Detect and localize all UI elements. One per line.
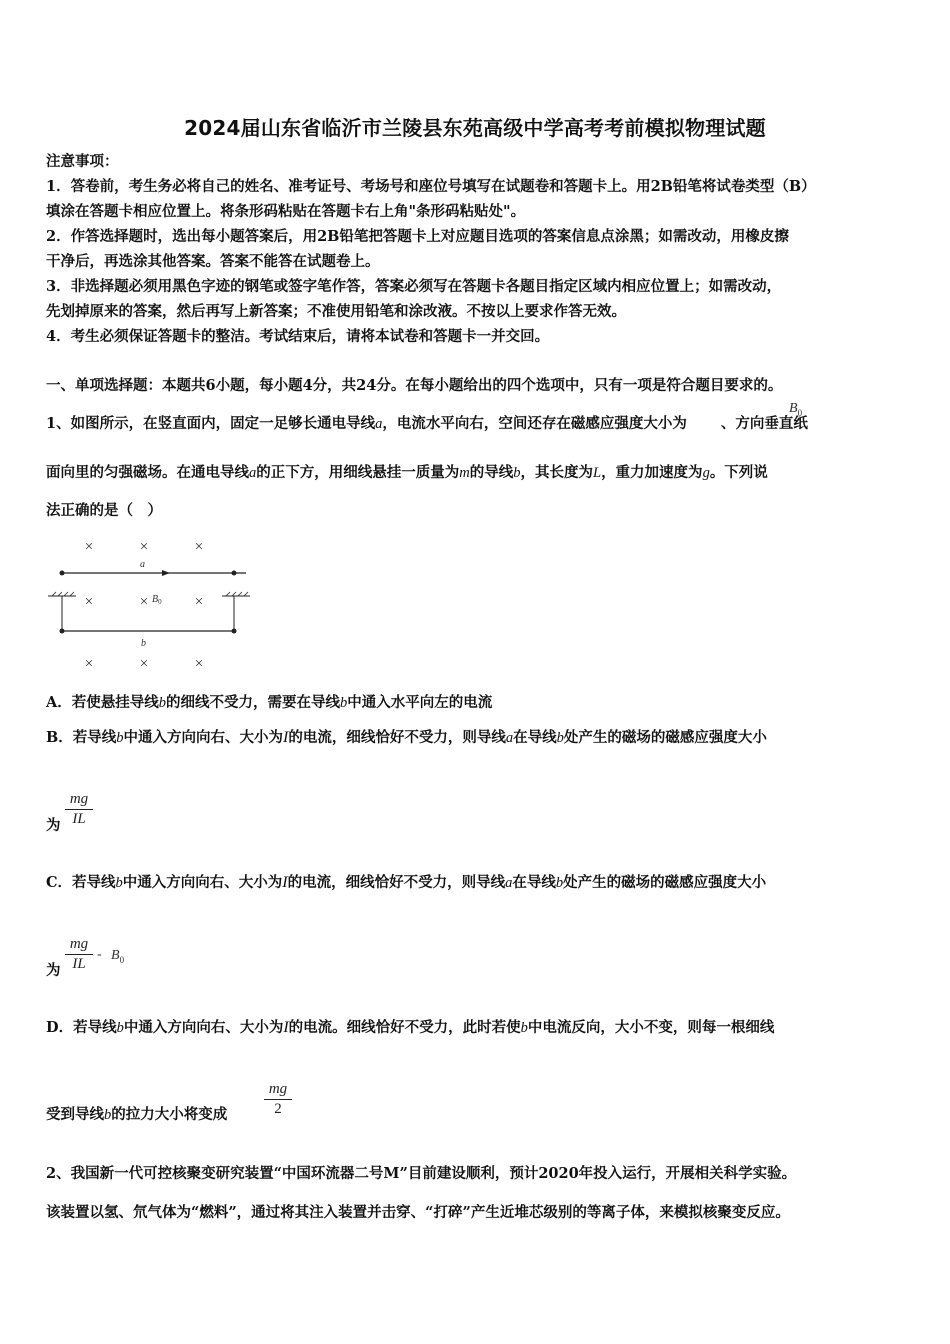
option-d-line-2: 受到导线b的拉力大小将变成: [46, 1106, 228, 1123]
wire-b-end-left: [60, 629, 65, 634]
cross-mark: ×: [84, 656, 94, 672]
option-b-wei: 为: [46, 817, 61, 834]
q1-stem-line-3: 法正确的是（ ）: [46, 502, 162, 519]
q1-figure: [44, 534, 254, 674]
page-title: 2024届山东省临沂市兰陵县东苑高级中学高考考前模拟物理试题: [184, 116, 766, 140]
option-c: C．若导线b中通入方向向右、大小为I的电流，细线恰好不受力，则导线a在导线b处产生的磁场的磁感应强度大小: [46, 874, 767, 891]
cross-mark: ×: [139, 539, 149, 555]
notice-line-5: 3．非选择题必须用黑色字迹的钢笔或签字笔作答，答案必须写在答题卡各题目指定区域内相应位置上；如需改动，: [46, 278, 782, 295]
notice-line-6: 先划掉原来的答案，然后再写上新答案；不准使用铅笔和涂改液。不按以上要求作答无效。: [46, 303, 626, 320]
wire-a-end-left: [60, 571, 65, 576]
cross-mark: ×: [194, 539, 204, 555]
minus-sign: -: [97, 947, 102, 962]
wire-b-label: b: [141, 638, 146, 649]
q1-stem-line-1: 1、如图所示，在竖直面内，固定一足够长通电导线a，电流水平向右，空间还存在磁感应强度大小为 、方向垂直纸: [46, 415, 808, 432]
notice-line-3: 2．作答选择题时，选出每小题答案后，用2B铅笔把答题卡上对应题目选项的答案信息点涂黑；如需改动，用橡皮擦: [46, 228, 789, 245]
notice-line-2: 填涂在答题卡相应位置上。将条形码粘贴在答题卡右上角"条形码粘贴处"。: [46, 203, 526, 220]
fraction-mg-il: mg IL: [65, 791, 93, 828]
fraction-mg-2: mg 2: [264, 1081, 292, 1118]
wire-a-end-right: [232, 571, 237, 576]
ceiling-right-hatch: [226, 592, 248, 596]
q2-line-1: 2、我国新一代可控核聚变研究装置“中国环流器二号M”目前建设顺利，预计2020年投入运行，开展相关科学实验。: [46, 1165, 797, 1182]
cross-mark: ×: [139, 656, 149, 672]
q2-line-2: 该装置以氢、氘气体为“燃料”，通过将其注入装置并击穿、“打碎”产生近堆芯级别的等离子体，来模拟核聚变反应。: [46, 1204, 790, 1221]
field-label: $B_0$: [152, 594, 162, 606]
notice-line-1: 1．答卷前，考生务必将自己的姓名、准考证号、考场号和座位号填写在试题卷和答题卡上。用2B铅笔将试卷类型（B）: [46, 178, 816, 195]
ceiling-left-hatch: [52, 592, 74, 596]
cross-mark: ×: [84, 594, 94, 610]
option-d: D．若导线b中通入方向向右、大小为I的电流。细线恰好不受力，此时若使b中电流反向，大小不变，则每一根细线: [46, 1019, 775, 1036]
b0-symbol: $B_0$: [789, 401, 803, 418]
option-b: B．若导线b中通入方向向右、大小为I的电流，细线恰好不受力，则导线a在导线b处产生的磁场的磁感应强度大小: [46, 729, 767, 746]
notice-line-7: 4．考生必须保证答题卡的整洁。考试结束后，请将本试卷和答题卡一并交回。: [46, 328, 550, 345]
b0-symbol: $B_0$: [111, 948, 125, 965]
notice-heading: 注意事项：: [46, 153, 119, 170]
q1-stem-line-2: 面向里的匀强磁场。在通电导线a的正下方，用细线悬挂一质量为m的导线b，其长度为L，重力加速度为g。下列说: [46, 464, 768, 481]
notice-line-4: 干净后，再选涂其他答案。答案不能答在试题卷上。: [46, 253, 380, 270]
option-a: A．若使悬挂导线b的细线不受力，需要在导线b中通入水平向左的电流: [46, 694, 493, 711]
wire-b-end-right: [232, 629, 237, 634]
wire-a-label: a: [140, 559, 145, 570]
current-arrow: [162, 570, 170, 576]
cross-mark: ×: [194, 594, 204, 610]
section-heading: 一、单项选择题：本题共6小题，每小题4分，共24分。在每小题给出的四个选项中，只有一项是符合题目要求的。: [46, 377, 783, 394]
option-c-wei: 为: [46, 962, 61, 979]
cross-mark: ×: [194, 656, 204, 672]
fraction-mg-il: mg IL: [65, 936, 93, 973]
cross-mark: ×: [139, 594, 149, 610]
cross-mark: ×: [84, 539, 94, 555]
